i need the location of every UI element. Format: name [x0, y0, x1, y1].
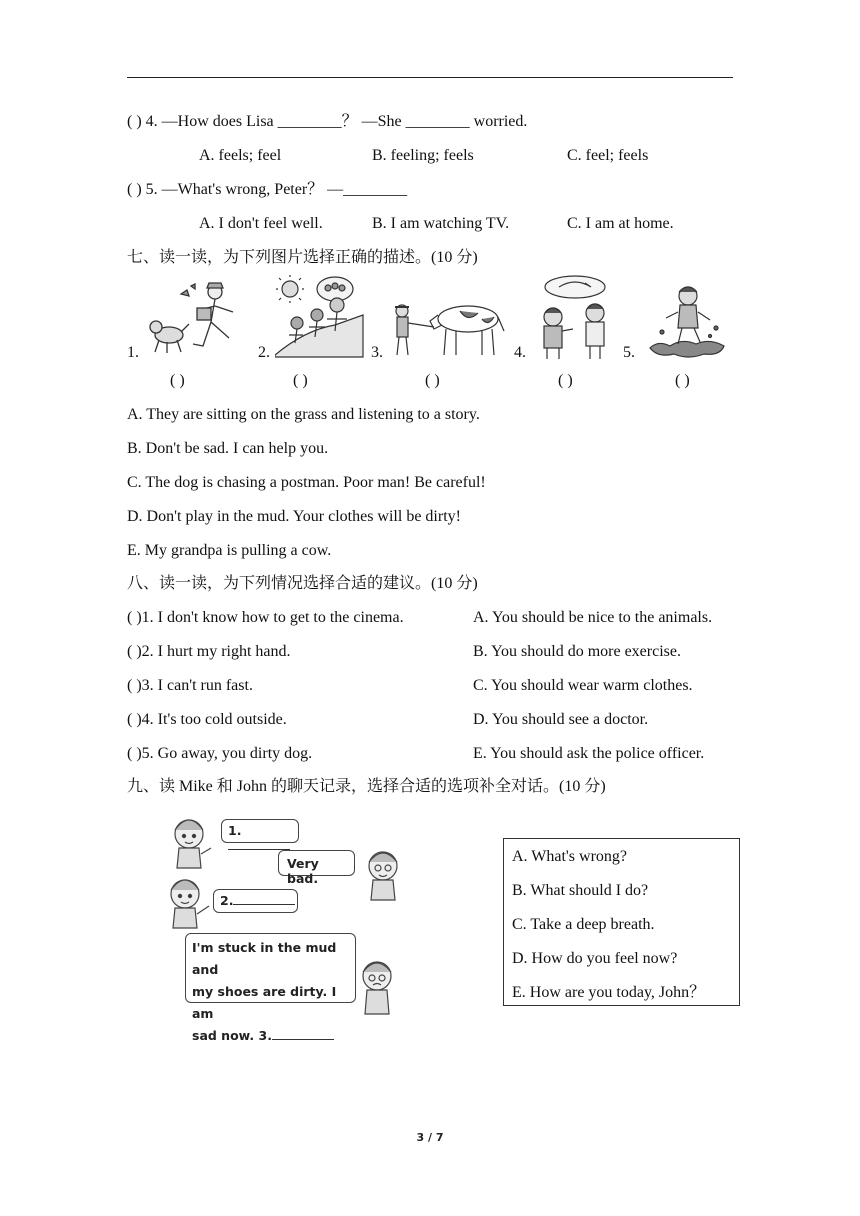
- description-e: E. My grandpa is pulling a cow.: [127, 542, 332, 559]
- answer-blank-3[interactable]: ( ): [425, 372, 440, 389]
- chat-bubble-4-line-3: sad now. 3.: [192, 1028, 272, 1043]
- description-a: A. They are sitting on the grass and listening to a story.: [127, 406, 480, 423]
- description-c: C. The dog is chasing a postman. Poor man! Be careful!: [127, 474, 486, 491]
- picture-grandpa-pulling-cow: [390, 297, 510, 359]
- dialogue-option-a: A. What's wrong?: [512, 848, 628, 865]
- situation-2: ( )2. I hurt my right hand.: [127, 643, 291, 660]
- picture-kid-in-mud: [648, 282, 728, 360]
- situation-5: ( )5. Go away, you dirty dog.: [127, 745, 313, 762]
- chat-bubble-4: [185, 933, 356, 1043]
- chat-bubble-4-line-1: I'm stuck in the mud and: [192, 940, 337, 977]
- situation-4: ( )4. It's too cold outside.: [127, 711, 287, 728]
- picture-number-3: 3.: [371, 344, 383, 361]
- chat-bubble-1-number: 1.: [228, 823, 242, 838]
- description-b: B. Don't be sad. I can help you.: [127, 440, 329, 457]
- q5-option-b: B. I am watching TV.: [372, 215, 510, 232]
- question-4: ( ) 4. —How does Lisa ________？ —She ________ worried.: [127, 113, 528, 130]
- dialogue-option-b: B. What should I do?: [512, 882, 649, 899]
- dialogue-option-d: D. How do you feel now?: [512, 950, 678, 967]
- section-7-title: 七、读一读，为下列图片选择正确的描述。(10 分): [127, 249, 478, 266]
- q4-option-a: A. feels; feel: [199, 147, 282, 164]
- section-8-title: 八、读一读，为下列情况选择合适的建议。(10 分): [127, 575, 478, 592]
- picture-dog-chasing-postman: [145, 280, 250, 360]
- chat-blank-2[interactable]: [233, 894, 295, 905]
- picture-sad-boy-comforted: [537, 273, 617, 361]
- chat-bubble-4-line-2: my shoes are dirty. I am: [192, 984, 337, 1021]
- page-number: 3 / 7: [416, 1131, 444, 1144]
- answer-blank-1[interactable]: ( ): [170, 372, 185, 389]
- answer-blank-2[interactable]: ( ): [293, 372, 308, 389]
- q4-option-c: C. feel; feels: [567, 147, 649, 164]
- chat-bubble-1: [221, 819, 299, 843]
- dialogue-option-c: C. Take a deep breath.: [512, 916, 655, 933]
- chat-blank-1[interactable]: [228, 839, 290, 850]
- chat-bubble-2-text: Very bad.: [287, 856, 319, 886]
- q4-option-b: B. feeling; feels: [372, 147, 474, 164]
- advice-d: D. You should see a doctor.: [473, 711, 649, 728]
- chat-bubble-3-number: 2.: [220, 893, 234, 908]
- question-5: ( ) 5. —What's wrong, Peter？ —________: [127, 181, 408, 198]
- section-9-title: 九、读 Mike 和 John 的聊天记录，选择合适的选项补全对话。(10 分): [127, 778, 606, 795]
- picture-children-on-grass: [275, 275, 365, 360]
- advice-b: B. You should do more exercise.: [473, 643, 681, 660]
- picture-number-5: 5.: [623, 344, 635, 361]
- advice-a: A. You should be nice to the animals.: [473, 609, 713, 626]
- q5-option-a: A. I don't feel well.: [199, 215, 323, 232]
- situation-1: ( )1. I don't know how to get to the cinema.: [127, 609, 404, 626]
- picture-number-4: 4.: [514, 344, 526, 361]
- situation-3: ( )3. I can't run fast.: [127, 677, 253, 694]
- q5-option-c: C. I am at home.: [567, 215, 674, 232]
- dialogue-option-e: E. How are you today, John？: [512, 984, 706, 1001]
- advice-e: E. You should ask the police officer.: [473, 745, 705, 762]
- header-rule: [127, 77, 733, 78]
- advice-c: C. You should wear warm clothes.: [473, 677, 693, 694]
- description-d: D. Don't play in the mud. Your clothes will be dirty!: [127, 508, 461, 525]
- answer-blank-4[interactable]: ( ): [558, 372, 573, 389]
- chat-blank-3[interactable]: [272, 1029, 334, 1040]
- picture-number-1: 1.: [127, 344, 139, 361]
- dialogue-options-box: [503, 838, 740, 1006]
- answer-blank-5[interactable]: ( ): [675, 372, 690, 389]
- chat-bubble-2: [278, 850, 355, 886]
- chat-bubble-3: [213, 889, 298, 913]
- picture-number-2: 2.: [258, 344, 270, 361]
